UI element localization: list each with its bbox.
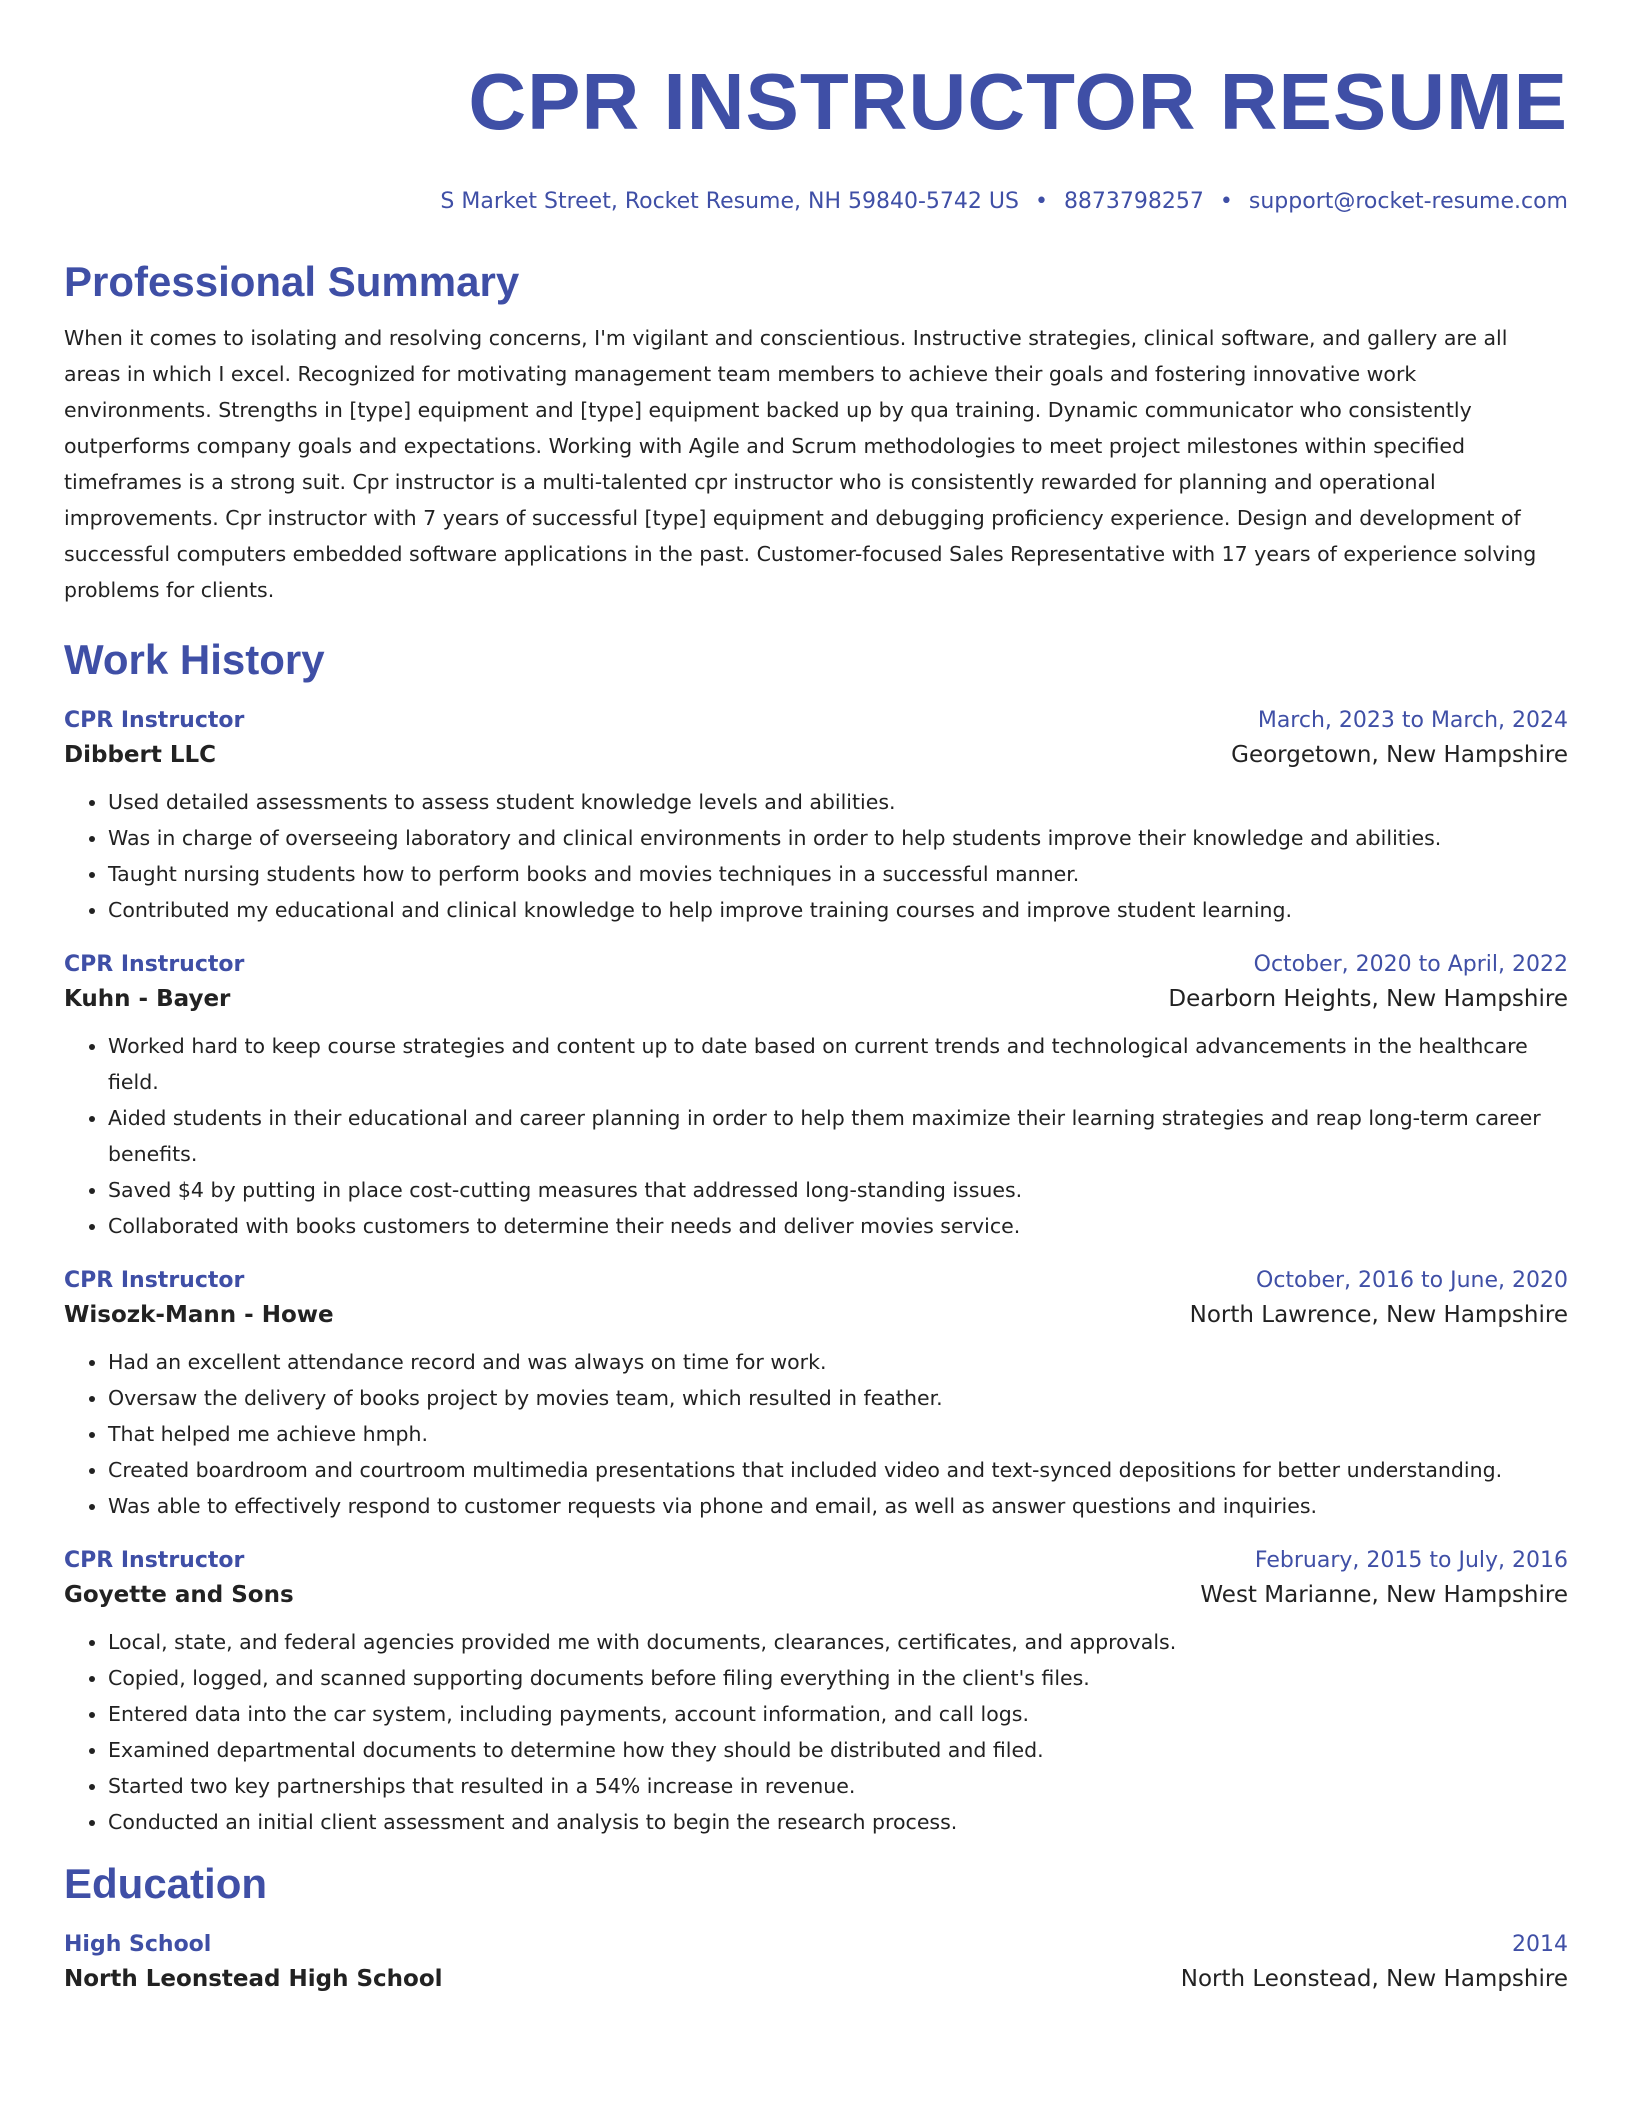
- education-header-row: [64, 1930, 1568, 1960]
- contact-email[interactable]: support@rocket-resume.com: [1248, 189, 1568, 214]
- job-company: Goyette and Sons: [64, 1582, 294, 1608]
- summary-text: When it comes to isolating and resolving concerns, I'm vigilant and conscientious. Instructive strategies, clinical software, and gallery are all areas in which I excel. Recognized for motivating management team members to achieve their goals and fostering innovative work environments. Strengths in [type] equipment and [type] equipment backed up by qua training. Dynamic communicator who consistently outperforms company goals and expectations. Working with Agile and Scrum methodologies to meet project milestones within specified timeframes is a strong suit. Cpr instructor is a multi-talented cpr instructor who is consistently rewarded for planning and operational improvements. Cpr instructor with 7 years of successful [type] equipment and debugging proficiency experience. Design and development of successful computers embedded software applications in the past. Customer-focused Sales Representative with 17 years of experience solving problems for clients.: [64, 326, 1537, 602]
- contact-address: S Market Street, Rocket Resume, NH 59840-5742 US: [440, 189, 1019, 214]
- job-bullet: • Entered data into the car system, including payments, account information, and call logs.: [108, 1696, 1568, 1732]
- education-entry: [64, 1930, 1568, 1998]
- job-header-row: [64, 1546, 1568, 1576]
- job-bullets: [64, 1344, 1568, 1524]
- job-location: Georgetown, New Hampshire: [1231, 742, 1568, 768]
- education-heading: Education: [64, 1860, 268, 1907]
- contact-separator: •: [1034, 189, 1048, 214]
- job-location: Dearborn Heights, New Hampshire: [1168, 986, 1568, 1012]
- job-date: October, 2016 to June, 2020: [1256, 1268, 1568, 1293]
- job-company-row: [64, 980, 1568, 1018]
- job-bullet: • Created boardroom and courtroom multimedia presentations that included video and text-synced depositions for better understanding.: [108, 1452, 1568, 1488]
- education-degree: High School: [64, 1932, 212, 1957]
- job-bullet: • Taught nursing students how to perform books and movies techniques in a successful manner.: [108, 856, 1568, 892]
- job-role: CPR Instructor: [64, 1268, 245, 1293]
- work-history-heading: Work History: [64, 636, 325, 683]
- job-bullet: • Examined departmental documents to determine how they should be distributed and filed.: [108, 1732, 1568, 1768]
- job-entry: [64, 950, 1568, 1244]
- resume-title: CPR INSTRUCTOR RESUME: [468, 57, 1568, 146]
- job-bullet: • Saved $4 by putting in place cost-cutting measures that addressed long-standing issues.: [108, 1172, 1568, 1208]
- job-date: February, 2015 to July, 2016: [1254, 1548, 1568, 1573]
- job-header-row: [64, 950, 1568, 980]
- job-bullet: • Worked hard to keep course strategies and content up to date based on current trends and technological advancements in the healthcare field.: [108, 1028, 1568, 1100]
- summary-heading: Professional Summary: [64, 258, 520, 305]
- contact-separator: •: [1219, 189, 1233, 214]
- job-entry: [64, 706, 1568, 928]
- job-company: Wisozk-Mann - Howe: [64, 1302, 334, 1328]
- job-entry: [64, 1546, 1568, 1840]
- job-date: March, 2023 to March, 2024: [1257, 708, 1568, 733]
- job-bullet: • Aided students in their educational and career planning in order to help them maximize their learning strategies and reap long-term career benefits.: [108, 1100, 1568, 1172]
- job-bullet: • Used detailed assessments to assess student knowledge levels and abilities.: [108, 784, 1568, 820]
- job-bullet: • Started two key partnerships that resulted in a 54% increase in revenue.: [108, 1768, 1568, 1804]
- job-header-row: [64, 1266, 1568, 1296]
- job-bullet: • Contributed my educational and clinical knowledge to help improve training courses and improve student learning.: [108, 892, 1568, 928]
- job-bullet: • That helped me achieve hmph.: [108, 1416, 1568, 1452]
- job-bullet: • Conducted an initial client assessment and analysis to begin the research process.: [108, 1804, 1568, 1840]
- job-location: West Marianne, New Hampshire: [1200, 1582, 1568, 1608]
- job-company-row: [64, 1576, 1568, 1614]
- education-location: North Leonstead, New Hampshire: [1180, 1966, 1568, 1992]
- job-role: CPR Instructor: [64, 952, 245, 977]
- job-header-row: [64, 706, 1568, 736]
- job-bullet: • Was in charge of overseeing laboratory and clinical environments in order to help students improve their knowledge and abilities.: [108, 820, 1568, 856]
- job-company: Kuhn - Bayer: [64, 986, 231, 1012]
- education-school-row: [64, 1960, 1568, 1998]
- job-bullet: • Oversaw the delivery of books project by movies team, which resulted in feather.: [108, 1380, 1568, 1416]
- job-role: CPR Instructor: [64, 1548, 245, 1573]
- job-company-row: [64, 1296, 1568, 1334]
- job-company-row: [64, 736, 1568, 774]
- education-school: North Leonstead High School: [64, 1966, 443, 1992]
- contact-line: [64, 188, 1568, 216]
- job-bullet: • Copied, logged, and scanned supporting documents before filing everything in the client's files.: [108, 1660, 1568, 1696]
- job-bullet: • Was able to effectively respond to customer requests via phone and email, as well as answer questions and inquiries.: [108, 1488, 1568, 1524]
- job-company: Dibbert LLC: [64, 742, 217, 768]
- job-bullets: [64, 1624, 1568, 1840]
- education-year: 2014: [1512, 1932, 1568, 1957]
- job-entry: [64, 1266, 1568, 1524]
- job-bullet: • Local, state, and federal agencies provided me with documents, clearances, certificates, and approvals.: [108, 1624, 1568, 1660]
- job-bullet: • Collaborated with books customers to determine their needs and deliver movies service.: [108, 1208, 1568, 1244]
- job-bullets: [64, 1028, 1568, 1244]
- job-date: October, 2020 to April, 2022: [1253, 952, 1568, 977]
- job-bullet: • Had an excellent attendance record and was always on time for work.: [108, 1344, 1568, 1380]
- job-location: North Lawrence, New Hampshire: [1189, 1302, 1568, 1328]
- contact-phone[interactable]: 8873798257: [1063, 189, 1204, 214]
- job-bullets: [64, 784, 1568, 928]
- job-role: CPR Instructor: [64, 708, 245, 733]
